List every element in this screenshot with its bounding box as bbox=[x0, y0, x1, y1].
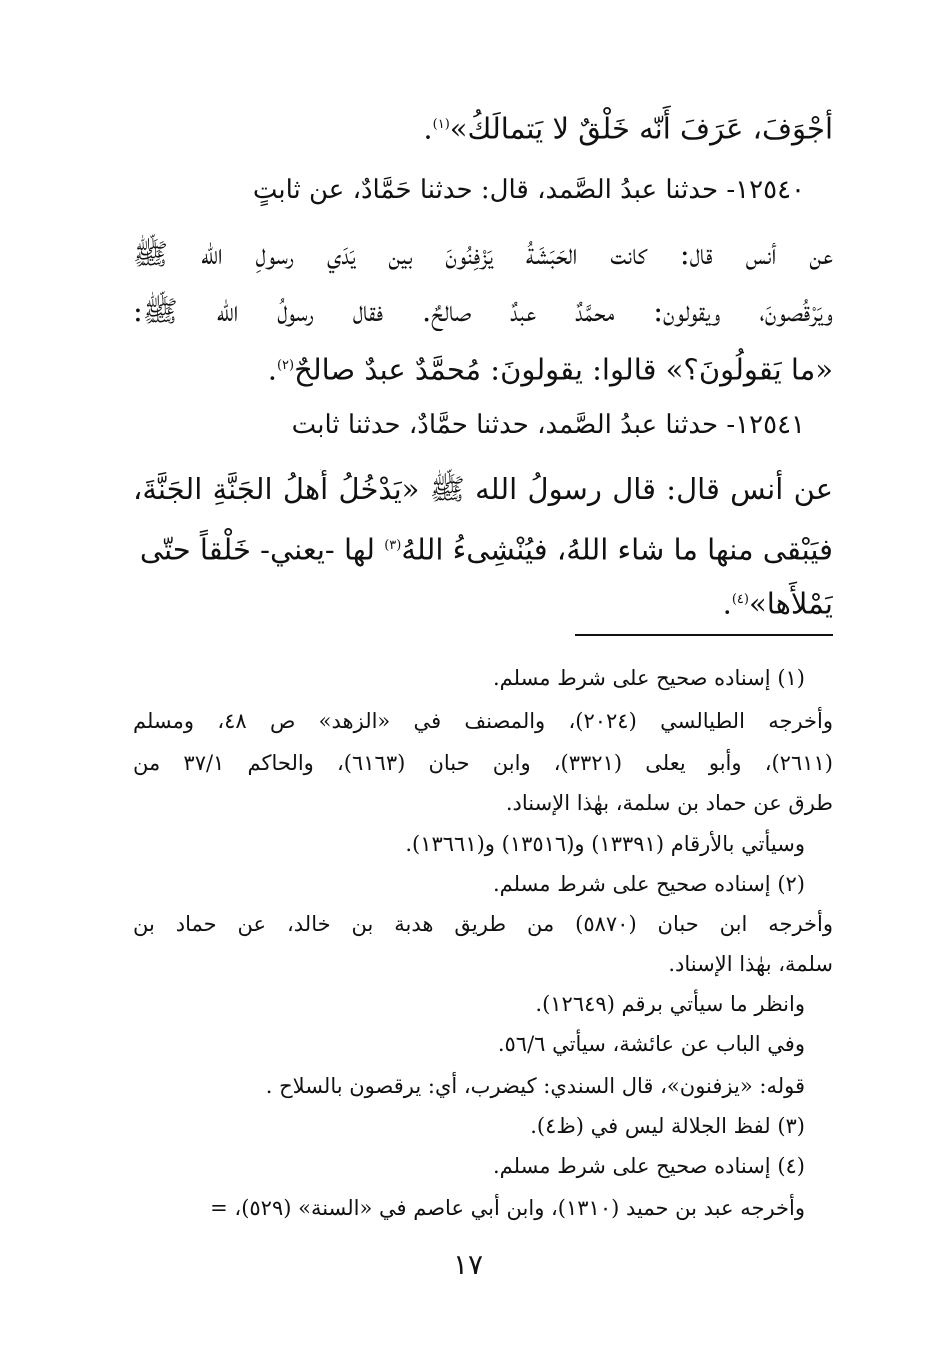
footnote-line: سلمة، بهٰذا الإسناد. bbox=[668, 952, 833, 976]
footnote-line: وسيأتي بالأرقام (١٣٣٩١) و(١٣٥١٦) و(١٣٦٦١). bbox=[405, 832, 805, 856]
footnote-divider bbox=[575, 634, 833, 636]
footnote-line: وفي الباب عن عائشة، سيأتي ٥٦/٦. bbox=[497, 1032, 805, 1056]
footnote-line: (٤) إسناده صحيح على شرط مسلم. bbox=[492, 1154, 805, 1178]
footnote-line: قوله: «يزفنون»، قال السندي: كيضرب، أي: يرقصون بالسلاح . bbox=[265, 1074, 805, 1098]
footnote-line: طرق عن حماد بن سلمة، بهٰذا الإسناد. bbox=[505, 791, 833, 815]
footnote-line: (٢٦١١)، وأبو يعلى (٣٣٢١)، وابن حبان (٦١٦٣)، والحاكم ٣٧/١ من bbox=[133, 751, 833, 775]
text-line: عن أنس قال: قال رسولُ الله ﷺ «يَدْخُلُ أَهلُ الجَنَّةِ الجَنَّةَ، bbox=[133, 472, 833, 506]
page-number: ١٧ bbox=[452, 1248, 484, 1281]
footnote-line: وانظر ما سيأتي برقم (١٢٦٤٩). bbox=[535, 992, 805, 1016]
text-line: أجْوَفَ، عَرَفَ أَنّه خَلْقٌ لا يَتمالَكُ»$^{(١)}$. bbox=[423, 111, 833, 146]
footnote-line: (١) إسناده صحيح على شرط مسلم. bbox=[492, 666, 805, 690]
text-line: فيَبْقى منها ما شاء اللهُ، فيُنْشِىءُ اللهُ$^{(٣)}$ لها -يعني- خَلْقاً حتّى bbox=[139, 532, 833, 567]
footnote-line: وأخرجه ابن حبان (٥٨٧٠) من طريق هدبة بن خالد، عن حماد بن bbox=[133, 912, 833, 936]
hadith-chain-12540: ١٢٥٤٠- حدثنا عبدُ الصَّمد، قال: حدثنا حَمَّادٌ، عن ثابتٍ bbox=[252, 175, 805, 205]
footnote-line: وأخرجه عبد بن حميد (١٣١٠)، وابن أبي عاصم في «السنة» (٥٢٩)، = bbox=[210, 1196, 805, 1220]
text-line: ويَرْقُصونَ، ويقولون: محمَّدٌ عبدٌ صالحٌ. فقال رسولُ الله ﷺ: bbox=[133, 294, 833, 328]
footnote-marker: (١) bbox=[432, 117, 450, 132]
hadith-chain-12541: ١٢٥٤١- حدثنا عبدُ الصَّمد، حدثنا حمَّادٌ، حدثنا ثابت bbox=[291, 410, 805, 440]
footnote-line: (٣) لفظ الجلالة ليس في (ظ٤). bbox=[530, 1114, 805, 1138]
footnote-line: (٢) إسناده صحيح على شرط مسلم. bbox=[492, 872, 805, 896]
text-line: يَمْلأَها»$^{(٤)}$. bbox=[722, 586, 833, 621]
footnote-line: وأخرجه الطيالسي (٢٠٢٤)، والمصنف في «الزهد» ص ٤٨، ومسلم bbox=[133, 709, 833, 733]
text-line: «ما يَقولُونَ؟» قالوا: يقولونَ: مُحمَّدٌ عبدٌ صالحٌ$^{(٢)}$. bbox=[267, 352, 833, 387]
text-line: عن أنس قال: كانت الحَبَشَةُ يَزْفِنُونَ بين يَدَي رسولِ الله ﷺ bbox=[133, 237, 833, 271]
footnote-marker: (٢) bbox=[276, 358, 295, 373]
footnote-marker: (٣) bbox=[384, 538, 402, 553]
footnote-marker: (٤) bbox=[731, 592, 749, 607]
